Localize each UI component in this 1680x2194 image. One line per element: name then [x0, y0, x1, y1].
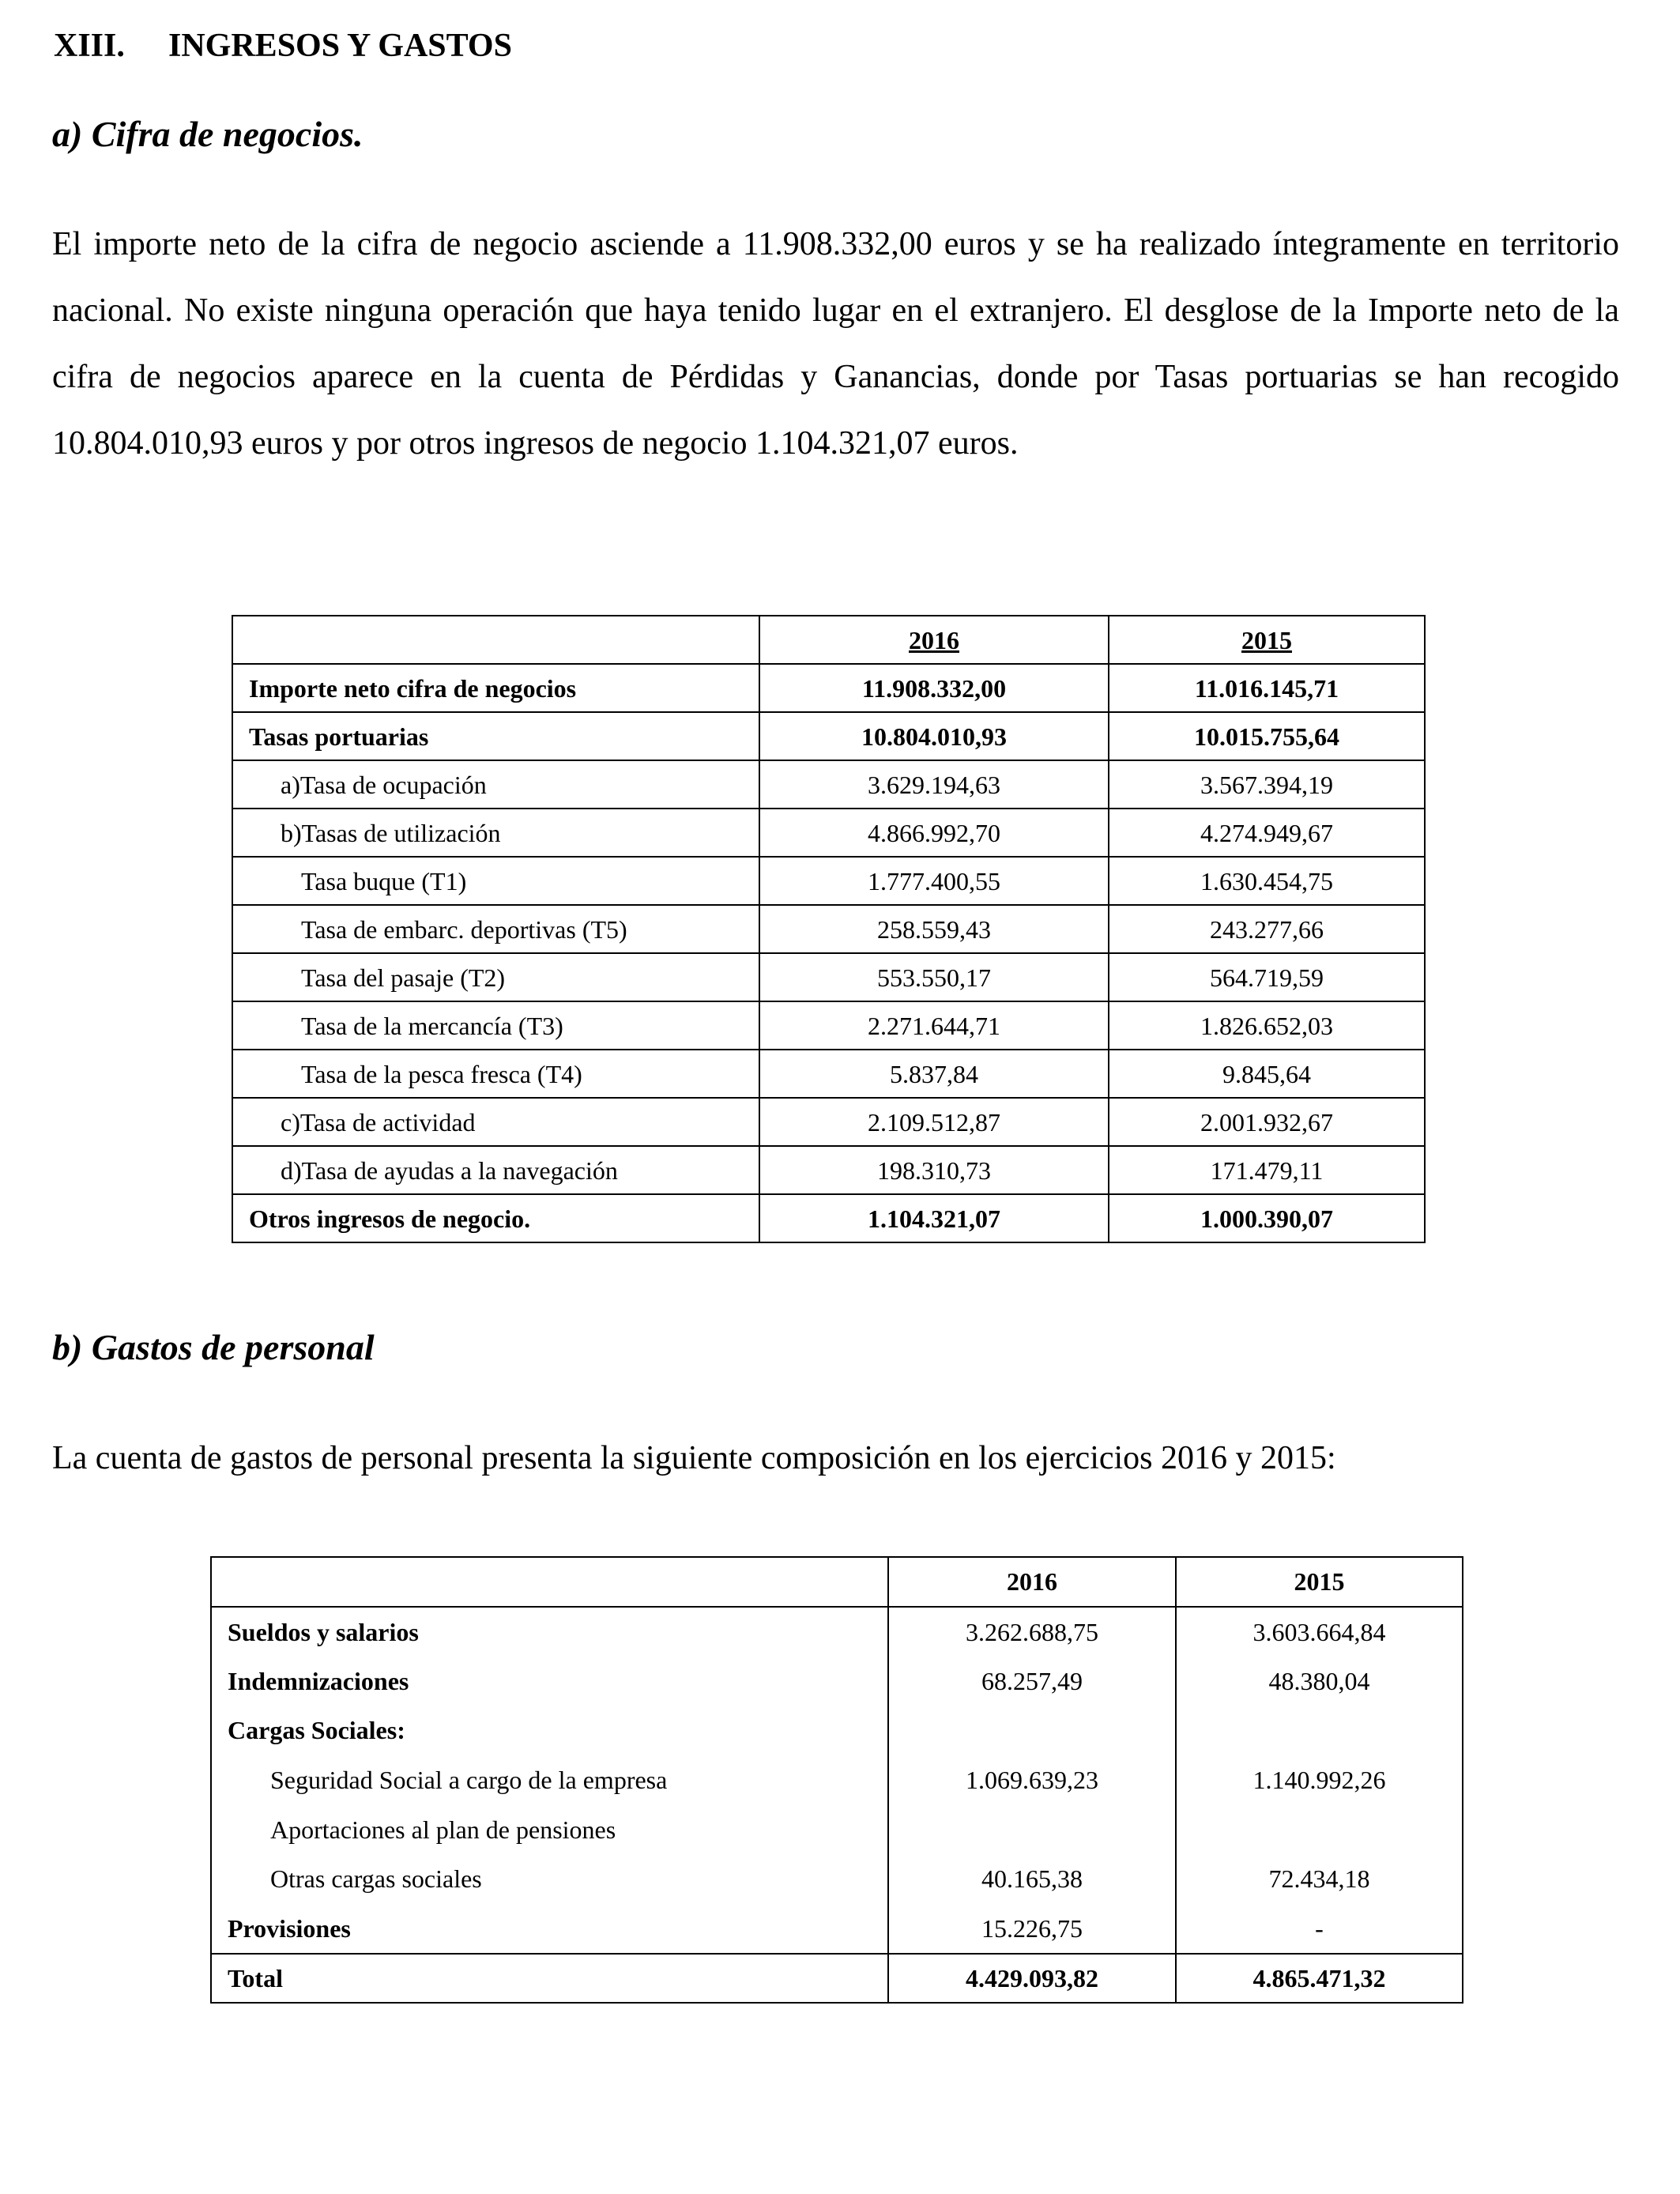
- header-cell-blank: [232, 616, 759, 664]
- value-2016: 10.804.010,93: [759, 712, 1109, 760]
- table-row: [232, 1001, 1425, 1050]
- section-b-heading: b) Gastos de personal: [52, 1327, 375, 1367]
- value-2016: 5.837,84: [759, 1050, 1109, 1098]
- value-2016: 553.550,17: [759, 953, 1109, 1001]
- table-row: [211, 1755, 1463, 1805]
- value-2016: 258.559,43: [759, 905, 1109, 953]
- value-2015: [1176, 1804, 1463, 1854]
- table-row: [232, 1194, 1425, 1242]
- row-label: Otras cargas sociales: [270, 1864, 482, 1894]
- value-2016: 4.866.992,70: [759, 809, 1109, 857]
- value-2016: 3.629.194,63: [759, 760, 1109, 809]
- value-2015: 1.826.652,03: [1109, 1001, 1425, 1050]
- table-row: [232, 712, 1425, 760]
- value-2016: [888, 1804, 1176, 1854]
- value-2015: 11.016.145,71: [1109, 664, 1425, 712]
- value-2016: 4.429.093,82: [888, 1954, 1176, 2004]
- table-row: [211, 1854, 1463, 1904]
- table-row: [211, 1656, 1463, 1706]
- table-row: [232, 857, 1425, 905]
- value-2016: 2.109.512,87: [759, 1098, 1109, 1146]
- table-row: [232, 905, 1425, 953]
- row-label: Tasas portuarias: [232, 712, 759, 760]
- value-2015: 72.434,18: [1176, 1854, 1463, 1904]
- row-label: Tasa buque (T1): [232, 857, 759, 905]
- value-2015: 9.845,64: [1109, 1050, 1425, 1098]
- value-2015: 243.277,66: [1109, 905, 1425, 953]
- value-2015: -: [1176, 1904, 1463, 1954]
- header-cell-blank: [211, 1557, 888, 1607]
- row-label: Otros ingresos de negocio.: [232, 1194, 759, 1242]
- table-row: [232, 760, 1425, 809]
- value-2015: 1.140.992,26: [1176, 1755, 1463, 1805]
- personnel-expenses-table: [210, 1556, 1463, 2004]
- revenue-table: [232, 615, 1426, 1243]
- header-cell-2016: 2016: [759, 616, 1109, 664]
- value-2015: 564.719,59: [1109, 953, 1425, 1001]
- value-2016: 1.069.639,23: [888, 1755, 1176, 1805]
- value-2015: 48.380,04: [1176, 1656, 1463, 1706]
- section-title: INGRESOS Y GASTOS: [168, 28, 512, 64]
- value-2015: 1.000.390,07: [1109, 1194, 1425, 1242]
- value-2016: 1.777.400,55: [759, 857, 1109, 905]
- table-row: [232, 1050, 1425, 1098]
- value-2016: 198.310,73: [759, 1146, 1109, 1194]
- value-2015: 171.479,11: [1109, 1146, 1425, 1194]
- value-2015: 3.603.664,84: [1176, 1607, 1463, 1657]
- row-label: d)Tasa de ayudas a la navegación: [232, 1146, 759, 1194]
- table-header-row: [232, 616, 1425, 664]
- value-2016: 1.104.321,07: [759, 1194, 1109, 1242]
- value-2015: 2.001.932,67: [1109, 1098, 1425, 1146]
- row-label: Aportaciones al plan de pensiones: [270, 1815, 616, 1844]
- row-label: Importe neto cifra de negocios: [232, 664, 759, 712]
- table-total-row: [211, 1954, 1463, 2004]
- table-row: [232, 953, 1425, 1001]
- row-label: b)Tasas de utilización: [232, 809, 759, 857]
- value-2016: [888, 1706, 1176, 1755]
- section-a-paragraph: El importe neto de la cifra de negocio asciende a 11.908.332,00 euros y se ha realizado íntegramente en territorio nacional. No existe ninguna operación que haya tenido lugar en el extranjero. El desglose de la Importe neto de la cifra de negocios aparece en la cuenta de Pérdidas y Ganancias, donde por Tasas portuarias se han recogido 10.804.010,93 euros y por otros ingresos de negocio 1.104.321,07 euros.: [52, 226, 1619, 462]
- row-label: Total: [211, 1954, 888, 2004]
- value-2016: 68.257,49: [888, 1656, 1176, 1706]
- table-row: [232, 809, 1425, 857]
- table-row: [232, 664, 1425, 712]
- row-label: Tasa de la pesca fresca (T4): [232, 1050, 759, 1098]
- value-2016: 40.165,38: [888, 1854, 1176, 1904]
- row-label: Provisiones: [228, 1913, 351, 1943]
- table-row: [232, 1098, 1425, 1146]
- row-label: Sueldos y salarios: [228, 1617, 419, 1646]
- row-label: Cargas Sociales:: [228, 1716, 405, 1745]
- row-label: Seguridad Social a cargo de la empresa: [270, 1766, 668, 1795]
- value-2015: [1176, 1706, 1463, 1755]
- row-label: Tasa de embarc. deportivas (T5): [232, 905, 759, 953]
- header-cell-2015: 2015: [1176, 1557, 1463, 1607]
- row-label: c)Tasa de actividad: [232, 1098, 759, 1146]
- header-cell-2016: 2016: [888, 1557, 1176, 1607]
- value-2016: 11.908.332,00: [759, 664, 1109, 712]
- value-2016: 3.262.688,75: [888, 1607, 1176, 1657]
- table-row: [211, 1706, 1463, 1755]
- value-2015: 10.015.755,64: [1109, 712, 1425, 760]
- value-2016: 15.226,75: [888, 1904, 1176, 1954]
- section-b-paragraph: La cuenta de gastos de personal presenta la siguiente composición en los ejercicios 2016 y 2015:: [52, 1440, 1336, 1476]
- row-label: Indemnizaciones: [228, 1666, 409, 1695]
- row-label: Tasa del pasaje (T2): [232, 953, 759, 1001]
- row-label: a)Tasa de ocupación: [232, 760, 759, 809]
- value-2015: 4.865.471,32: [1176, 1954, 1463, 2004]
- section-number: XIII.: [54, 28, 125, 64]
- table-row: [211, 1804, 1463, 1854]
- value-2015: 4.274.949,67: [1109, 809, 1425, 857]
- header-cell-2015: 2015: [1109, 616, 1425, 664]
- value-2016: 2.271.644,71: [759, 1001, 1109, 1050]
- table-row: [232, 1146, 1425, 1194]
- row-label: Tasa de la mercancía (T3): [232, 1001, 759, 1050]
- table-row: [211, 1607, 1463, 1657]
- value-2015: 1.630.454,75: [1109, 857, 1425, 905]
- table-row: [211, 1904, 1463, 1954]
- value-2015: 3.567.394,19: [1109, 760, 1425, 809]
- section-a-heading: a) Cifra de negocios.: [52, 114, 363, 154]
- page-title: [54, 22, 512, 70]
- table-header-row: [211, 1557, 1463, 1607]
